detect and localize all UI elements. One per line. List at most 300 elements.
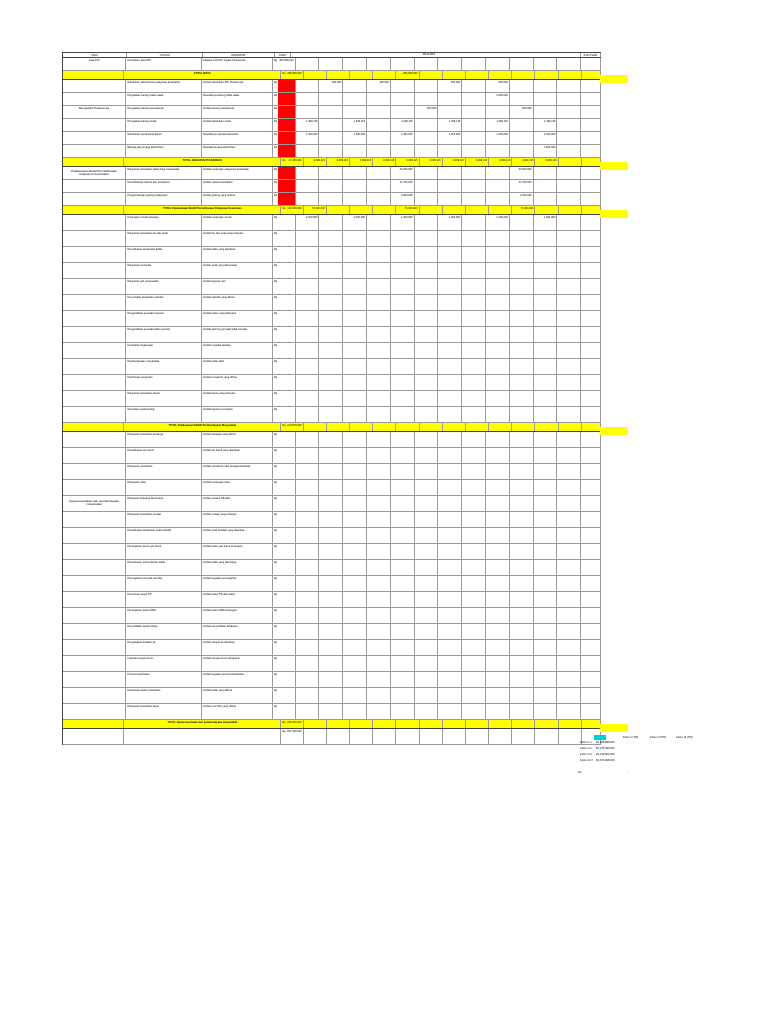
month-value [467, 180, 486, 192]
row-indikator: Jumlah balita yang ditimbang [202, 560, 273, 575]
row-rp: Rp [282, 729, 286, 733]
month-value [301, 93, 320, 105]
month-value: 1,499,115 [491, 119, 510, 131]
month-value [443, 576, 462, 591]
month-value [491, 231, 510, 246]
row-indikator: Jumlah kader yang dibina [202, 688, 273, 703]
month-value [540, 71, 558, 79]
month-value [491, 311, 510, 326]
month-value: 300,000 [491, 80, 510, 92]
month-value [324, 327, 343, 342]
month-value [372, 624, 391, 639]
month-value [562, 375, 581, 390]
month-value [471, 720, 489, 728]
month-value [467, 106, 486, 118]
row-tujuan: Belanja jasa tenaga kebersihan [126, 145, 201, 157]
month-value [301, 145, 320, 157]
month-value: 1,400,000 [396, 132, 415, 144]
month-value [443, 640, 462, 655]
month-value [396, 106, 415, 118]
row-last [581, 247, 601, 262]
month-value [372, 93, 391, 105]
month-value [491, 193, 510, 205]
month-value [539, 688, 558, 703]
month-value [443, 231, 462, 246]
total-row-extension [600, 724, 628, 732]
side-value-3: Rp 239,802,000 [596, 753, 615, 756]
month-value [467, 359, 486, 374]
month-value: 500,000 [515, 106, 534, 118]
month-value [467, 640, 486, 655]
month-value [539, 106, 558, 118]
month-value [491, 688, 510, 703]
row-last [581, 512, 601, 527]
row-tujuan-left [63, 608, 126, 623]
month-value [443, 496, 462, 511]
month-value [396, 295, 415, 310]
table-row [63, 544, 601, 560]
month-value [348, 608, 367, 623]
month-value [539, 640, 558, 655]
month-value [491, 480, 510, 495]
month-value [467, 327, 486, 342]
row-value [278, 359, 296, 374]
month-value [491, 167, 510, 179]
row-last [581, 375, 601, 390]
month-value [467, 592, 486, 607]
month-value [517, 729, 535, 744]
month-value: 3,099,115 [308, 158, 326, 166]
month-value [515, 496, 534, 511]
month-value [562, 93, 581, 105]
row-indikator: Jumlah kasus gizi buruk tertangani [202, 544, 273, 559]
month-value [443, 327, 462, 342]
month-value [396, 80, 415, 92]
month-value [467, 80, 486, 92]
month-value: 1,000,000 [348, 215, 367, 230]
row-last [581, 448, 601, 463]
month-value [467, 58, 486, 70]
row-value [278, 576, 296, 591]
month-value: 1,000,000 [491, 215, 510, 230]
month-value [348, 279, 367, 294]
month-value [301, 375, 320, 390]
month-value [372, 592, 391, 607]
row-last [582, 71, 601, 79]
header-last: Kolip Pedfix [581, 53, 601, 57]
row-tujuan-left [63, 640, 126, 655]
month-value [467, 295, 486, 310]
row-value [278, 93, 296, 105]
month-value [301, 640, 320, 655]
month-value [467, 496, 486, 511]
month-value [562, 327, 581, 342]
month-value [467, 448, 486, 463]
month-value [301, 295, 320, 310]
row-value [278, 375, 296, 390]
month-value [324, 58, 343, 70]
total-label: TOTAL KEGIATAN PUSKESMAS [124, 158, 281, 166]
month-value [562, 359, 581, 374]
month-value [539, 263, 558, 278]
month-value [539, 391, 558, 406]
month-value [420, 432, 439, 447]
month-value [372, 180, 391, 192]
month-value: 1,000,000 [443, 215, 462, 230]
month-value [491, 704, 510, 719]
row-tujuan-left [63, 448, 126, 463]
month-value [539, 375, 558, 390]
row-rp: Rp [273, 375, 278, 379]
month-value [515, 592, 534, 607]
total-label: TOTAL Pelaksanaan Efektif Pemberdayaan Masyarakat [124, 423, 281, 431]
row-blank [63, 729, 124, 744]
row-rp: Rp [273, 608, 278, 612]
month-value [491, 560, 510, 575]
month-value [515, 512, 534, 527]
month-value [348, 343, 367, 358]
month-value [324, 295, 343, 310]
row-indikator: Tersedianya barang habis pakai [202, 93, 273, 105]
table-row [63, 145, 601, 158]
month-value [491, 407, 510, 422]
month-value [539, 279, 558, 294]
month-value [515, 704, 534, 719]
month-value [491, 576, 510, 591]
month-value [396, 93, 415, 105]
month-value [372, 145, 391, 157]
table-row [63, 263, 601, 279]
month-value [396, 391, 415, 406]
month-value [540, 720, 558, 728]
month-value [301, 327, 320, 342]
row-tujuan-left [63, 464, 126, 479]
month-value [372, 496, 391, 511]
table-row [63, 407, 601, 423]
month-value [372, 480, 391, 495]
row-rp: Rp [273, 311, 278, 315]
month-value [324, 672, 343, 687]
month-value [396, 544, 415, 559]
month-value [355, 423, 373, 431]
table-row [63, 167, 601, 180]
side-note-b1: Kolom 1 1 [580, 741, 592, 744]
month-value [515, 263, 534, 278]
month-value [301, 231, 320, 246]
month-value [355, 729, 373, 744]
month-value [396, 480, 415, 495]
row-tujuan: Pengadaan barang habis pakai [126, 93, 201, 105]
month-value [443, 704, 462, 719]
row-blank [63, 423, 124, 431]
month-value [517, 423, 535, 431]
month-value [491, 608, 510, 623]
month-value [372, 58, 391, 70]
row-last [581, 106, 601, 118]
month-value [301, 247, 320, 262]
month-value [539, 295, 558, 310]
month-value [372, 704, 391, 719]
month-value [420, 704, 439, 719]
row-indikator: Jumlah anak sekolah yang diperiksa [202, 528, 273, 543]
month-value [372, 106, 391, 118]
month-value [324, 656, 343, 671]
row-tujuan-left [63, 247, 126, 262]
row-indikator: Jumlah kunjungan nifas [202, 480, 273, 495]
row-tujuan-left [63, 145, 126, 157]
row-rp: Rp [273, 656, 278, 660]
row-indikator: Jumlah sampel air diperiksa [202, 640, 273, 655]
month-value [562, 193, 581, 205]
month-value [443, 688, 462, 703]
month-value [539, 608, 558, 623]
month-value [301, 193, 320, 205]
month-value [562, 279, 581, 294]
month-value [348, 528, 367, 543]
row-rp: Rp [273, 80, 278, 84]
total-row [63, 206, 601, 215]
month-value [515, 343, 534, 358]
month-value: 1,499,115 [443, 119, 462, 131]
table-row [63, 496, 601, 512]
row-tujuan-left [63, 180, 126, 192]
month-value [301, 391, 320, 406]
row-indikator: Jumlah persalinan oleh tenaga kesehatan [202, 464, 273, 479]
month-value [539, 231, 558, 246]
month-value: 30,000,000 [515, 167, 534, 179]
month-value [562, 311, 581, 326]
row-value [278, 407, 296, 422]
month-value [420, 145, 439, 157]
month-value [515, 80, 534, 92]
row-indikator: Jumlah kasus yang ditangani [202, 311, 273, 326]
month-value: 3,099,115 [517, 158, 535, 166]
month-value [443, 311, 462, 326]
row-indikator: Jumlah ibu hamil yang diperiksa [202, 448, 273, 463]
table-row [63, 327, 601, 343]
group-label-3: Upaya kesehatan dan pemberdayaan masyarakat [68, 499, 120, 507]
table-row [63, 512, 601, 528]
row-rp: Rp [273, 106, 278, 110]
row-indikator: Tersedianya jasa kebersihan [202, 145, 273, 157]
row-value [278, 263, 296, 278]
month-value [467, 432, 486, 447]
row-tujuan: Pelayanan kesehatan dasar bagi masyarakat [126, 167, 201, 179]
month-value [467, 528, 486, 543]
month-value: 500,000 [420, 106, 439, 118]
month-value [348, 295, 367, 310]
month-value [420, 560, 439, 575]
row-rp: Rp [273, 688, 278, 692]
row-last [581, 608, 601, 623]
row-tujuan-left [63, 311, 126, 326]
row-indikator: Jumlah kegiatan pencegahan [202, 576, 273, 591]
total-row-extension [600, 427, 628, 435]
row-value [278, 145, 296, 157]
month-value [348, 407, 367, 422]
month-value [372, 512, 391, 527]
month-value [301, 688, 320, 703]
row-indikator: Jumlah remaja yang terlayani [202, 512, 273, 527]
row-last [581, 432, 601, 447]
month-value [348, 432, 367, 447]
row-indikator: Jumlah kader aktif [202, 359, 273, 374]
month-value [420, 80, 439, 92]
month-value [396, 247, 415, 262]
month-value [443, 560, 462, 575]
header-tujuan-left: TAHU [63, 53, 127, 57]
month-value [396, 432, 415, 447]
row-tujuan-left [63, 688, 126, 703]
month-value [396, 624, 415, 639]
row-last [582, 720, 601, 728]
row-rp: Rp [273, 167, 278, 171]
row-last [581, 592, 601, 607]
month-value [348, 560, 367, 575]
month-value: 1,499,115 [301, 119, 320, 131]
month-value [494, 423, 512, 431]
month-value: 1,400,000 [348, 132, 367, 144]
row-tujuan: Pemeriksaan ibu hamil [126, 448, 201, 463]
month-value: 1,499,115 [396, 119, 415, 131]
row-indikator: Jumlah skrining penyakit tidak menular [202, 327, 273, 342]
row-indikator: Jumlah kegiatan promosi kesehatan [202, 672, 273, 687]
month-value [562, 512, 581, 527]
month-value [562, 145, 581, 157]
row-tujuan-left [63, 560, 126, 575]
month-value [324, 167, 343, 179]
month-value [443, 448, 462, 463]
month-value [372, 407, 391, 422]
month-value [443, 106, 462, 118]
row-rp: Rp [273, 432, 278, 436]
month-value: 300,000 [443, 80, 462, 92]
month-value [443, 93, 462, 105]
row-indikator: Jumlah kebutuhan cetak [202, 119, 273, 131]
month-value [443, 592, 462, 607]
month-value [539, 167, 558, 179]
month-value [420, 180, 439, 192]
month-value [564, 423, 582, 431]
month-value [562, 215, 581, 230]
month-value [324, 640, 343, 655]
row-tujuan: Pengendalian penyakit tidak menular [126, 327, 201, 342]
month-value [372, 528, 391, 543]
row-tujuan-left [63, 193, 126, 205]
month-value [372, 167, 391, 179]
month-value [420, 247, 439, 262]
month-value [372, 640, 391, 655]
row-tujuan: Penanganan kasus DBD [126, 608, 201, 623]
row-last [581, 672, 601, 687]
row-rp: Rp [273, 672, 278, 676]
row-value [278, 656, 296, 671]
row-tujuan: Kesehatan lingkungan [126, 343, 201, 358]
month-value [378, 71, 396, 79]
month-value [355, 71, 373, 79]
row-last [581, 132, 601, 144]
row-rp: Rp [273, 193, 278, 197]
row-last [581, 576, 601, 591]
month-value [420, 672, 439, 687]
month-value: 3,099,115 [401, 158, 419, 166]
month-value [562, 448, 581, 463]
month-value [515, 132, 534, 144]
month-value [301, 279, 320, 294]
month-value [467, 343, 486, 358]
row-rp: Rp [273, 279, 278, 283]
row-tujuan: Promosi kesehatan [126, 672, 201, 687]
month-value [372, 656, 391, 671]
row-tujuan-left [63, 343, 126, 358]
month-value [491, 327, 510, 342]
side-note-a1: Kolom I (TW) [623, 736, 639, 739]
row-indikator: Jumlah posyandu yang dibina [202, 375, 273, 390]
month-value [539, 544, 558, 559]
row-tujuan-left [63, 656, 126, 671]
month-value [515, 656, 534, 671]
month-value [491, 391, 510, 406]
month-value [443, 480, 462, 495]
month-value [308, 729, 326, 744]
row-tujuan: Kebutuhan operasional kantor [126, 132, 201, 144]
row-last [581, 624, 601, 639]
month-value [562, 343, 581, 358]
month-value [491, 464, 510, 479]
row-rp: Rp [282, 423, 286, 427]
month-value [301, 80, 320, 92]
month-value [301, 58, 320, 70]
month-value [539, 407, 558, 422]
row-tujuan: Penyelidikan epidemiologi [126, 624, 201, 639]
row-indikator: Jumlah inspeksi sanitasi [202, 343, 273, 358]
month-value [471, 71, 489, 79]
row-tujuan: Pelayanan nifas [126, 480, 201, 495]
total-row [63, 158, 601, 167]
month-value [420, 512, 439, 527]
month-value: 3,099,115 [332, 158, 350, 166]
row-last [581, 560, 601, 575]
month-value [443, 359, 462, 374]
month-value [348, 231, 367, 246]
month-value [301, 544, 320, 559]
month-value [420, 480, 439, 495]
month-value [324, 391, 343, 406]
row-tujuan: Pelayanan kesehatan kerja [126, 704, 201, 719]
month-value [401, 423, 419, 431]
month-value [348, 106, 367, 118]
row-tujuan: Inspeksi tempat umum [126, 656, 201, 671]
month-value [301, 496, 320, 511]
total-row-extension [600, 75, 628, 83]
row-tujuan-left [63, 512, 126, 527]
month-value [324, 560, 343, 575]
month-value: 1,400,000 [539, 132, 558, 144]
month-value [564, 720, 582, 728]
month-value [467, 167, 486, 179]
month-value [562, 132, 581, 144]
month-value [515, 215, 534, 230]
month-value [515, 375, 534, 390]
row-tujuan: Pelayanan persalinan [126, 464, 201, 479]
table-row [63, 375, 601, 391]
month-value [420, 231, 439, 246]
month-value [420, 93, 439, 105]
month-value [515, 576, 534, 591]
month-value [539, 496, 558, 511]
month-value [348, 391, 367, 406]
row-tujuan: Pelayanan gizi masyarakat [126, 279, 201, 294]
